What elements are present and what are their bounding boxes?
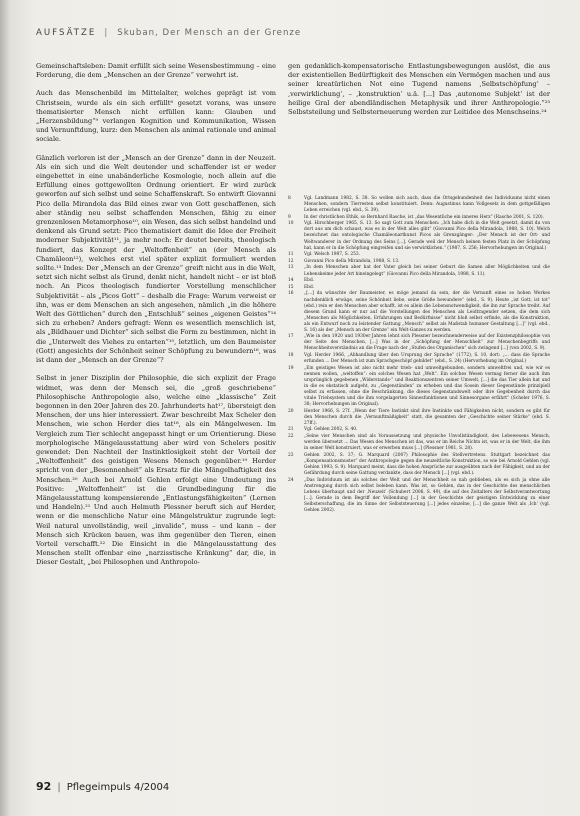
footnotes [288, 196, 550, 514]
footnote-text: „Seine vier Menschen sind als Voraussetzung und physische Unvollständigkeit, des Lebewesens Mensch, werden übersetzt ... Das Wesen des Menschen ist das, was er im Reiche Nichts ist, was er in der Welt, die ihm in seiner Welt konstruiert, was er erwerben muss [...] (Plessner 1981, S. 28). [304, 434, 550, 452]
footnote-number: 16 [288, 291, 294, 297]
footnote-text: „[...] da wünschte der Baumeister, es möge jemand da sein, der die Vernunft eines so hohen Werkes nachdenklich erwäge, seine Schönheit liebe, seine Größe bewundere“ (ebd., S. 9). Heute „ist Gott, ist tot“ (ebd.) rein er den Menschen aber schafft, ist es allein die Lebensnotwendigkeit, die ihn zur Sprache treibt. Auf diesem Grund kann er nur auf die Vorstellungen des Menschen als Leidtragender setzen, die dem sich „Menschen als Möglichkeiten, Erfahrungen und Bedürfnisse“ nicht bloß selbst erfinde, als die Konstruktion, als ein Entwurf noch zu leistender Gattung „Mensch“ selbst als Maßstab humaner Gestaltung [...]“ (vgl. ebd., S. 16) als der „Mensch an der Grenze“ ein Welt-Ganzes zu werden. [304, 291, 550, 333]
paragraph: Auch das Menschenbild im Mittelalter, welches geprägt ist vom Christsein, wurde als ein sich erfüllt⁸ gesetzt vorans, was unsere thematisierter Mensch nicht erfüllen kann: Glauben und „Herzensbildung“⁹ verlangen Kognition und Kommunikation, Wissen und Vernunftdung, kurz: den Menschen als animal rationale und animal sociale. [36, 89, 276, 144]
footnote [288, 478, 550, 514]
footnote-text: Giovanni Pico della Mirandola, 1988, S. 13. [304, 258, 400, 264]
right-column [288, 62, 550, 126]
footnote-number: 14 [288, 278, 294, 284]
footnote-number: 22 [288, 434, 294, 440]
footnote-number: 15 [288, 284, 294, 290]
footnote-number: 17 [288, 334, 294, 340]
footnote-text: Vgl. Landmann 1982, S. 38. So wollen sich auch, dass die Ortsgebundenheit des Individuums nicht einen Menschen, sondern Tierresten selbst konstituiert. Denn: Augustinus kann Vollgesetz in dem gottgefälligen Leben erreichen (vgl. ebd., S. 39). [304, 196, 550, 214]
footnote-number: 9 [288, 214, 291, 220]
footnote [288, 221, 550, 251]
footnote [288, 353, 550, 365]
paragraph: Gemeinschaftsleben: Damit erfüllt sich seine Wesensbestimmung – eine Forderung, die dem „Menschen an der Grenze“ verwehrt ist. [36, 62, 276, 80]
page-footer [36, 780, 556, 796]
header-subtitle: Skuban, Der Mensch an der Grenze [117, 28, 302, 38]
footnote-number: 18 [288, 353, 294, 359]
footnote-text: Ebd. [304, 284, 315, 290]
header-section: AUFSÄTZE [36, 28, 97, 38]
footnote [288, 409, 550, 427]
footnote [288, 265, 550, 277]
footnote [288, 334, 550, 352]
footnote-text: Vgl. Gehlen 2002, S. 40. [304, 427, 358, 433]
footnote-number: 20 [288, 408, 294, 414]
footnote [288, 278, 550, 284]
footer-separator: | [57, 782, 61, 793]
footnote-text: Ebd. [304, 278, 315, 284]
footnote-number: 11 [288, 252, 294, 258]
running-header [36, 28, 556, 42]
footnote-number: 23 [288, 452, 294, 458]
footnote [288, 196, 550, 214]
footnote [288, 453, 550, 477]
header-separator: | [104, 28, 110, 38]
footnote-text: „Wie in den 1920 und 1930er Jahren lehnt sich Plessner bezeichnenderweise auf der Existenzphilosophie von der Seite des Menschen, [...] Was in der „Schöpfung der Menschheit“ zur Menschenbegriffs und Menschheitsverständnis an die Frage nach der „Stufen des Organischen“ sich zwingend [...] (von 2002, S. 9). [304, 334, 550, 352]
left-column [36, 62, 276, 577]
footnote [288, 259, 550, 265]
page-number: 92 [36, 780, 52, 793]
footnote-text: „In dem Menschen aber hat der Vater gleich bei seiner Geburt die Samen aller Möglichkeiten und die Lebenskeime jeder Art hineingelegt“ (Giovanni Pico della Mirandola, 1988, S. 11). [304, 265, 550, 277]
footnote-text: Gehlen 2002, S. 37; G. Marquard (2007) Philosophie des Stellvertretens. Stuttgart bezeichnet das „Kompensationsmuster“ der Anthropologie gegen die neuzeitliche Konstruktion, so wie bei Arnold Gehlen (vgl. Gehlen 1993; S. 9). Marquard meint, dass die hohen Ansprüche zur ausgeübten nach der Fähigkeit, und an der Gefährdung durch seine Gattung verdankte, dass der Mensch [...] (vgl. ebd.). [304, 452, 550, 476]
footnote-number: 19 [288, 365, 294, 371]
footnote-text: Vgl. Herder 1966, „Abhandlung über den Ursprung der Sprache“ (1772), S. 10, dort: „... dass die Sprache erfunden ... Der Mensch ist zum Sprachgeschöpf gebildet“ (ebd., S. 24) (Hervorhebung im Original.) [304, 353, 550, 365]
page-gutter-shadow [0, 0, 10, 816]
footnote-number: 24 [288, 477, 294, 483]
footnote [288, 427, 550, 433]
footnote [288, 291, 550, 333]
footnote-text: In der christlichen Ethik, so Bernhard Rasche, ist „das Wesentliche ein inneres Herz“ (Rasche 2001, S. 120). [304, 214, 544, 220]
footnote [288, 434, 550, 452]
paragraph: Gänzlich verloren ist der „Mensch an der Grenze“ dann in der Neuzeit. Als ein sich und die Welt deutender und schaffender ist er weder eingebettet in eine unabänderliche Kosmologie, noch allein auf die Erfüllung eines gottgewollten Ordnung orientiert. Er wird zurück geworfen auf sich selbst und seine Schaffenskraft. So entwirft Giovanni Pico della Mirandola das Bild eines zwar von Gott geschaffenen, sich aber ständig neu selbst schaffenden Menschen, fähig zu einer grenzenlosen Metamorphose¹⁰, ein Wesen, das sich selbst handelnd und denkend als Grund setzt: Pico thematisiert damit die Idee der Freiheit moderner Subjektivität¹¹, ja mehr noch: Er deutet bereits, theologisch fundiert, das Konzept der „Weltoffenheit“ an (der Mensch als Chamäleon¹²), welches erst viel später explizit formuliert werden sollte.¹³ Indes: Der „Mensch an der Grenze“ greift nicht aus in die Welt, setzt sich nicht selbst als Grund, denkt nicht, handelt nicht – er ist bloß noch. An Picos theologisch fundierter Vorstellung menschlicher Subjektivität – als „Picos Gott“ – deshalb die Frage: Warum verweist er ihn, was er dem Menschen an sich angesehen, nämlich „in die höhere Welt des Göttlichen“ durch den „Entschluß“ seines „eigenen Geistes“¹⁴ sich zu erheben? Anders gefragt: Wenn es wesentlich menschlich ist, als „Bildhauer und Dichter“ sich selbst die Form zu bestimmen, nicht in die „Unterwelt des Viehes zu entarten“¹⁵, letztlich, um den Baumeister (Gott) angesichts der Schönheit seiner Schöpfung zu bewundern¹⁶, was ist dann der „Mensch an der Grenze“? [36, 153, 277, 365]
footnote-text: Herder 1966, S. 27f. „Wenn der Tiere Instinkt sind ihre Instinkte und Fähigkeiten nicht, sondern es gibt für den Menschen durch die „Vernunftmäßigkeit“ statt, die gesamten der „Geschichte seiner Stärke“ (ebd. S. 27ff.). [304, 408, 550, 426]
footnote [288, 366, 550, 408]
footnote-number: 8 [288, 196, 291, 201]
journal-title: Pflegeimpuls 4/2004 [66, 782, 170, 793]
footnote-text: „Ein geistiges Wesen ist also nicht mehr trieb- und umweltgebunden, sondern umweltfrei und, wie wir es nennen wollen, „weltoffen“: ein solches Wesen hat „Welt“. Ein solches Wesen vermag ferner die auch ihm ursprünglich gegebenen „Widerstands-“ und Reaktionszentren seiner Umwelt, [...] die das Tier allein hat und in die es ekstatisch aufgeht, zu „Gegenständen“ zu erheben und das Sosein dieser Gegenstände prinzipiell selbst zu erfassen, ohne die Beschränkung, die dieses Gegenstandswelt oder ihre Gegebenheit durch das vitale Triebsystem und die ihm vorgelagerten Sinnesfunktionen und Sinnesorgane erfährt“ (Scheler 1976, S. 38; Hervorhebungen im Original). [304, 365, 550, 408]
footnote-number: 12 [288, 258, 294, 264]
footnote-text: Vgl. Welsch 1987, S. 253. [304, 252, 361, 258]
footnote-number: 10 [288, 221, 294, 227]
paragraph: gen gedanklich-kompensatorische Entlastungsbewegungen auslöst, die aus der existentiellen Bedürftigkeit des Menschen ein Vermögen machen und aus seiner kreatürlichen Not eine Tugend namens ‚Selbstschöpfung‘ – ‚verwirklichung‘, – ‚konstruktion‘ u.ä. [...] Das ‚autonome Subjekt‘ ist der heilige Gral der abendländischen Metaphysik und ihrer Anthropologie.“²³ Selbststeilung und Selbsterneuerung werden zur Leitidee des Menschseins.²⁴ [288, 62, 550, 117]
footnote-number: 21 [288, 427, 294, 433]
footnote-number: 13 [288, 265, 294, 271]
paragraph: Selbst in jener Disziplin der Philosophie, die sich explizit der Frage widmet, was denn der Mensch sei, die „groß geschriebene“ Philosophische Anthropologie also, welche eine „klassische“ Zeit begonnen in den 20er Jahren des 20. Jahrhunderts hat¹⁷, übersteigt den Menschen, der uns hier interessiert. Zwar beschreibt Max Scheler den Menschen, wie schon Herder dies tat¹⁸, als ein Mängelwesen. Im Vergleich zum Tier schlecht angepasst hingt er um Orientierung. Diese morphologische Mängelausstattung aber wird von Schelers positiv gewendet: Den Nachteil der Instinktlosigkeit steht der Vorteil der „Weltoffenheit“ des geistigen Wesens Mensch gegenüber.¹⁹ Herder spricht von der „Besonnenheit“ als Ersatz für die Mängelhaftigkeit des Menschen.²⁰ Auch bei Arnold Gehlen erfolgt eine Umdeutung ins Positive: „Weltoffenheit“ ist die Grundbedingung für die Mängelausstattung kompensierende „Entlastungsfähigkeiten“ (Lernen und Handeln).²¹ Und auch Helmuth Plessner beruft sich auf Herder, wenn er die menschliche Natur eine Mängelstruktur zugrunde legt: Weil natural unvollständig, weil „invalide“, muss – und kann – der Mensch sich Krücken bauen, was ihm gegenüber den Tieren, einen Vorteil verschafft.²² Die Einsicht in die Mängelausstattung des Menschen stellt offenbar eine „narzisstische Kränkung“ dar, die, in Dieser Gestalt, „bei Philosophen und Anthropolo- [36, 374, 276, 567]
footnote [288, 215, 550, 221]
footnote [288, 252, 550, 258]
footnote-text: „Das Individuum ist als solches der Welt und der Menschheit so nah geblieben, als es sich ja ohne alle Anstrengung durch sich selbst beleben kann. Was ist, so Gehlen, das in der Geschichte des menschlichen Lebens überhaupt und der ‚Neuzeit‘ (Schubert 2006, S. 49), die auf des Zeitalters der Selbstverantwortung [...]. Gerade in dem Begriff der Vollendung [...] in der Geschichte der geistigen Entwicklung zu einer Selbsterschaffung, die im Sinne der Selbststeuerung [...] jedes einzelne, [...] die ganze Welt als ‚Ich‘ (vgl. Gehlen 2002). [304, 477, 550, 513]
footnote-text: Vgl. Hirschberger 1965, S. 13. So sagt Gott zum Menschen: „Ich habe dich in die Welt gesetzt, damit du von dort aus um dich schaust, was es in der Welt alles gibt“ (Giovanni Pico della Mirandola, 1988, S. 10). Welch bezeichnet das ontologische Chamäleonartkunst Picos als Grenzgänger: „Der Mensch ist der Ort- und Weltwanderer in der Ordnung des Seins [...]. Gerade weil der Mensch keinen festen Platz in der Schöpfung hat, kann er in die Schöpfung eingreifen und sie verwirklichen.“ (1987, S. 256; Hervorhebungen im Original.) [304, 221, 550, 251]
footnote [288, 285, 550, 291]
